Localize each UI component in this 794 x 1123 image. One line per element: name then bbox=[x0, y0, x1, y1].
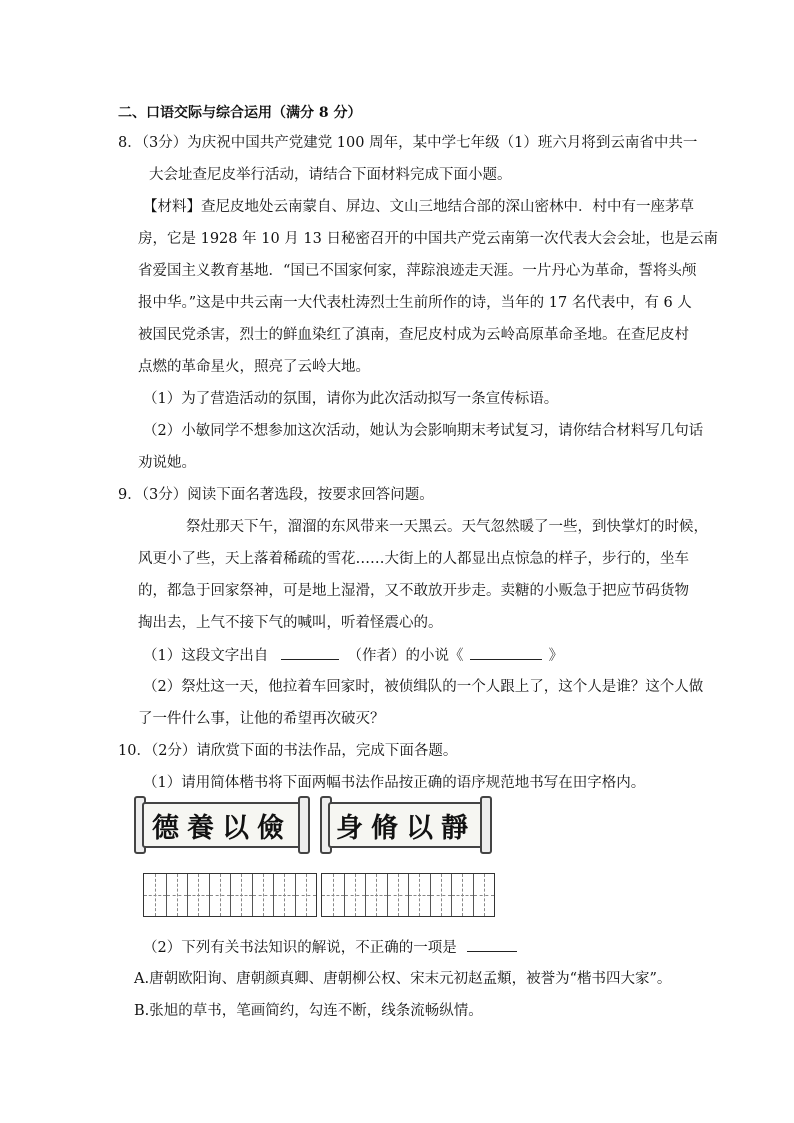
q9-sub2-line1: （2）祭灶这一天，他拉着车回家时，被侦缉队的一个人跟上了，这个人是谁？这个人做 bbox=[143, 679, 704, 695]
grid-cell[interactable] bbox=[430, 874, 452, 916]
q8-material-line: 报中华。”这是中共云南一大代表杜涛烈士生前所作的诗，当年的 17 名代表中，有 6 人 bbox=[138, 295, 692, 311]
calligraphy-text-left: 德養以儉 bbox=[142, 802, 302, 848]
q10-stem: 10．（2分）请欣赏下面的书法作品，完成下面各题。 bbox=[118, 743, 458, 759]
grid-cell[interactable] bbox=[387, 874, 409, 916]
q9-passage-line: 的，都急于回家祭神，可是地上湿滑，又不敢放开步走。卖糖的小贩急于把应节码货物 bbox=[138, 583, 689, 599]
grid-cell[interactable] bbox=[209, 874, 231, 916]
q8-material-line: 省爱国主义教育基地．“国已不国家何家，萍踪浪迹走天涯。一片丹心为革命，誓将头颅 bbox=[138, 263, 697, 279]
q9-passage-line: 风更小了些，天上落着稀疏的雪花……大街上的人都显出点惊急的样子，步行的，坐车 bbox=[138, 551, 689, 567]
q9-passage-line: 祭灶那天下午，溜溜的东风带来一天黑云。天气忽然暖了一些，到快掌灯的时候， bbox=[186, 519, 708, 535]
q8-material-line: 被国民党杀害，烈士的鲜血染红了滇南，查尼皮村成为云岭高原革命圣地。在查尼皮村 bbox=[138, 327, 689, 343]
q8-sub1: （1）为了营造活动的氛围，请你为此次活动拟写一条宣传标语。 bbox=[143, 391, 559, 407]
q10-option-b: B.张旭的草书，笔画简约，勾连不断，线条流畅纵情。 bbox=[134, 1003, 483, 1019]
q9-stem: 9．（3分）阅读下面名著选段，按要求回答问题。 bbox=[118, 487, 434, 503]
answer-blank[interactable] bbox=[467, 937, 517, 952]
author-blank[interactable] bbox=[281, 645, 339, 660]
scroll-rod bbox=[298, 796, 310, 854]
q10-sub2 bbox=[143, 937, 517, 958]
q8-sub2-line2: 劝说她。 bbox=[138, 455, 196, 471]
grid-cell[interactable] bbox=[344, 874, 366, 916]
q8-stem-line1: 8．（3分）为庆祝中国共产党建党 100 周年，某中学七年级（1）班六月将到云南省中共一 bbox=[118, 135, 698, 151]
grid-cell[interactable] bbox=[451, 874, 473, 916]
q10-option-a: A.唐朝欧阳询、唐朝颜真卿、唐朝柳公权、宋末元初赵孟頫，被誉为“楷书四大家”。 bbox=[134, 971, 672, 987]
grid-cell[interactable] bbox=[473, 874, 495, 916]
title-blank[interactable] bbox=[470, 645, 542, 660]
writing-grid-right[interactable] bbox=[321, 873, 495, 917]
calligraphy-scroll-right bbox=[320, 796, 492, 854]
q8-sub2-line1: （2）小敏同学不想参加这次活动，她认为会影响期末考试复习，请你结合材料写几句话 bbox=[143, 423, 704, 439]
q8-material-line: 【材料】查尼皮地处云南蒙自、屏边、文山三地结合部的深山密林中．村中有一座茅草 bbox=[143, 199, 694, 215]
grid-cell[interactable] bbox=[252, 874, 274, 916]
grid-cell[interactable] bbox=[322, 874, 344, 916]
grid-cell[interactable] bbox=[295, 874, 317, 916]
q8-material-line: 房，它是 1928 年 10 月 13 日秘密召开的中国共产党云南第一次代表大会会址，也是云南 bbox=[138, 231, 718, 247]
q9-sub2-line2: 了一件什么事，让他的希望再次破灭？ bbox=[138, 711, 385, 727]
grid-cell[interactable] bbox=[187, 874, 209, 916]
q8-material-line: 点燃的革命星火，照亮了云岭大地。 bbox=[138, 359, 370, 375]
q10-sub2-text: （2）下列有关书法知识的解说，不正确的一项是 bbox=[143, 940, 457, 956]
q10-sub1: （1）请用简体楷书将下面两幅书法作品按正确的语序规范地书写在田字格内。 bbox=[143, 775, 646, 791]
q9-sub1 bbox=[143, 645, 563, 666]
scroll-rod bbox=[480, 796, 492, 854]
grid-cell[interactable] bbox=[365, 874, 387, 916]
grid-cell[interactable] bbox=[273, 874, 295, 916]
q9-sub1-suffix: 》 bbox=[548, 648, 564, 664]
section-header: 二、口语交际与综合运用（满分 8 分） bbox=[118, 105, 362, 121]
q8-stem-line2: 大会址查尼皮举行活动，请结合下面材料完成下面小题。 bbox=[149, 167, 512, 183]
grid-cell[interactable] bbox=[230, 874, 252, 916]
calligraphy-scroll-left bbox=[134, 796, 310, 854]
grid-cell[interactable] bbox=[166, 874, 188, 916]
grid-cell[interactable] bbox=[408, 874, 430, 916]
q9-passage-line: 掏出去，上气不接下气的喊叫，听着怪震心的。 bbox=[138, 615, 443, 631]
q9-sub1-middle: （作者）的小说《 bbox=[347, 648, 464, 664]
q9-sub1-prefix: （1）这段文字出自 bbox=[143, 648, 269, 664]
grid-cell[interactable] bbox=[144, 874, 166, 916]
writing-grid-left[interactable] bbox=[143, 873, 317, 917]
calligraphy-text-right: 身脩以靜 bbox=[328, 802, 484, 848]
